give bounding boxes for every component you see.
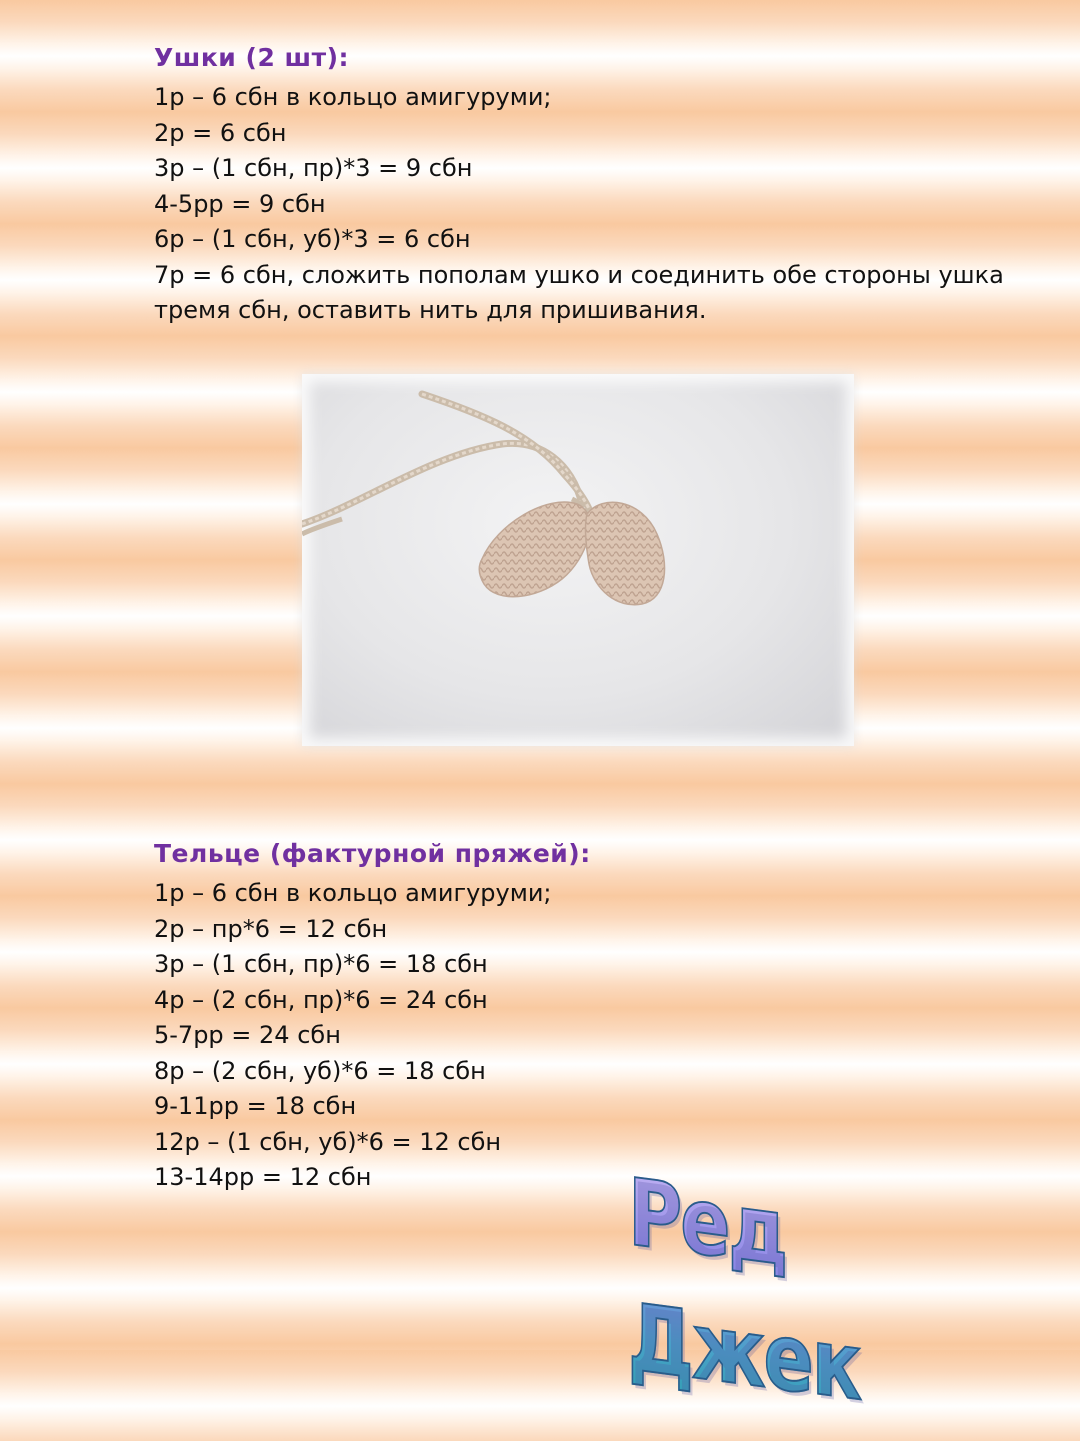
ears-step: 3р – (1 сбн, пр)*3 = 9 сбн <box>154 154 473 182</box>
left-ear <box>479 502 590 597</box>
crocheted-ears-illustration <box>302 374 854 746</box>
body-step: 9-11рр = 18 сбн <box>154 1092 357 1120</box>
ears-step: 1р – 6 сбн в кольцо амигуруми; <box>154 83 552 111</box>
body-steps <box>154 876 1034 1196</box>
ears-step: 4-5рр = 9 сбн <box>154 189 326 218</box>
ears-steps <box>154 80 1034 329</box>
ears-step: 2р = 6 сбн <box>154 118 287 147</box>
ears-heading: Ушки (2 шт): <box>154 43 350 72</box>
ears-step: 6р – (1 сбн, уб)*3 = 6 сбн <box>154 225 471 253</box>
body-step: 8р – (2 сбн, уб)*6 = 18 сбн <box>154 1056 486 1085</box>
logo-text: Ред Джек <box>628 1150 938 1441</box>
body-step: 1р – 6 сбн в кольцо амигуруми; <box>154 879 552 907</box>
body-step: 3р – (1 сбн, пр)*6 = 18 сбн <box>154 950 488 978</box>
body-step: 2р – пр*6 = 12 сбн <box>154 914 388 943</box>
right-ear <box>586 502 665 604</box>
body-step: 5-7рр = 24 сбн <box>154 1021 341 1049</box>
ears-photo <box>302 374 854 746</box>
ears-step: тремя сбн, оставить нить для пришивания. <box>154 296 707 324</box>
body-step: 4р – (2 сбн, пр)*6 = 24 сбн <box>154 985 488 1014</box>
body-step: 13-14рр = 12 сбн <box>154 1163 372 1191</box>
red-jack-logo <box>628 1150 938 1422</box>
body-heading: Тельце (фактурной пряжей): <box>154 839 591 868</box>
ears-section <box>154 40 1034 329</box>
ears-step: 7р = 6 сбн, сложить пополам ушко и соединить обе стороны ушка <box>154 260 1004 289</box>
body-step: 12р – (1 сбн, уб)*6 = 12 сбн <box>154 1127 502 1156</box>
body-section <box>154 836 1034 1196</box>
